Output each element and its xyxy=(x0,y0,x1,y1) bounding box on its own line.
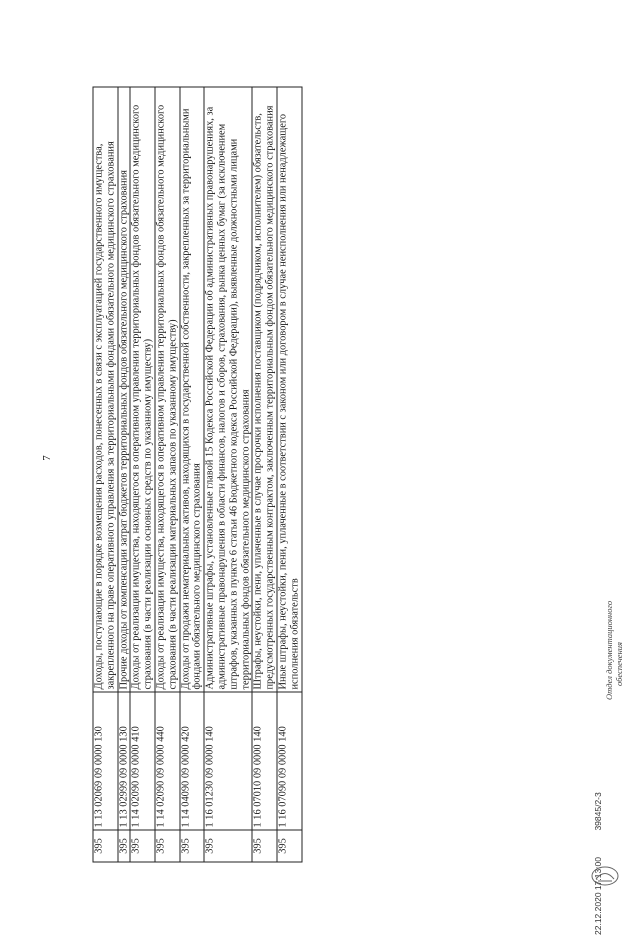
table-row xyxy=(155,87,180,862)
table-body xyxy=(93,87,302,862)
description-cell: Доходы от продажи нематериальных активов, находящихся в государственной собственности, закрепленных за территориальными фондами обязательного медицинского страхования xyxy=(180,87,205,692)
kbk-code-cell: 1 16 07010 09 0000 140 xyxy=(252,692,277,830)
admin-code-cell: 395 xyxy=(180,830,205,862)
table-row xyxy=(252,87,277,862)
kbk-code-cell: 1 14 02090 09 0000 440 xyxy=(155,692,180,830)
page-number: 7 xyxy=(40,455,53,461)
admin-code-cell: 395 xyxy=(155,830,180,862)
admin-code-cell: 395 xyxy=(118,830,131,862)
description-cell: Доходы от реализации имущества, находящегося в оперативном управлении территориальных фондов обязательного медицинского страхования (в части реализации материальных запасов по указанному имуществу) xyxy=(155,87,180,692)
table-row xyxy=(180,87,205,862)
description-cell: Прочие доходы от компенсации затрат бюджетов территориальных фондов обязательного медицинского страхования xyxy=(118,87,131,692)
table-row xyxy=(204,87,252,862)
rotated-table-container xyxy=(93,88,548,863)
footer-timestamp: 22.12.2020 17:13:00 xyxy=(593,857,603,935)
kbk-code-cell: 1 16 01230 09 0000 140 xyxy=(204,692,252,830)
description-cell: Иные штрафы, неустойки, пени, уплаченные в соответствии с законом или договором в случае неисполнения или ненадлежащего исполнения обязательств xyxy=(277,87,302,692)
admin-code-cell: 395 xyxy=(130,830,155,862)
description-cell: Административные штрафы, установленные главой 15 Кодекса Российской Федерации об административных правонарушениях, за административные правонарушения в области финансов, налогов и сборов, страхования, рынка ценных бумаг (за исключением штрафов, указанных в пункте 6 статьи 46 Бюджетного кодекса Российской Федерации), выявленные должностными лицами территориальных фондов обязательного медицинского страхования xyxy=(204,87,252,692)
table-row xyxy=(93,87,118,862)
kbk-code-cell: 1 14 02090 09 0000 410 xyxy=(130,692,155,830)
emblem-logo-icon xyxy=(590,865,620,887)
department-line2: обеспечения xyxy=(614,641,624,686)
kbk-code-cell: 1 14 04090 09 0000 420 xyxy=(180,692,205,830)
footer-doc-number: 39845/2-3 xyxy=(593,792,603,831)
admin-code-cell: 395 xyxy=(93,830,118,862)
description-cell: Доходы, поступающие в порядке возмещения расходов, понесенных в связи с эксплуатацией государственного имущества, закрепленного на праве оперативного управления за территориальными фондами обязательного медицинского страхования xyxy=(93,87,118,692)
kbk-code-cell: 1 13 02999 09 0000 130 xyxy=(118,692,131,830)
table-row xyxy=(130,87,155,862)
admin-code-cell: 395 xyxy=(252,830,277,862)
description-cell: Доходы от реализации имущества, находящегося в оперативном управлении территориальных фондов обязательного медицинского страхования (в части реализации основных средств по указанному имуществу) xyxy=(130,87,155,692)
description-cell: Штрафы, неустойки, пени, уплаченные в случае просрочки исполнения поставщиком (подрядчиком, исполнителем) обязательств, предусмотренных государственным контрактом, заключенным территориальным фондом обязательного медицинского страхования xyxy=(252,87,277,692)
kbk-code-cell: 1 16 07090 09 0000 140 xyxy=(277,692,302,830)
kbk-code-cell: 1 13 02069 09 0000 130 xyxy=(93,692,118,830)
table-row xyxy=(277,87,302,862)
department-stamp xyxy=(604,601,624,700)
admin-code-cell: 395 xyxy=(204,830,252,862)
revenue-codes-table xyxy=(93,87,303,863)
table-row xyxy=(118,87,131,862)
admin-code-cell: 395 xyxy=(277,830,302,862)
department-line1: Отдел документационного xyxy=(604,600,614,700)
